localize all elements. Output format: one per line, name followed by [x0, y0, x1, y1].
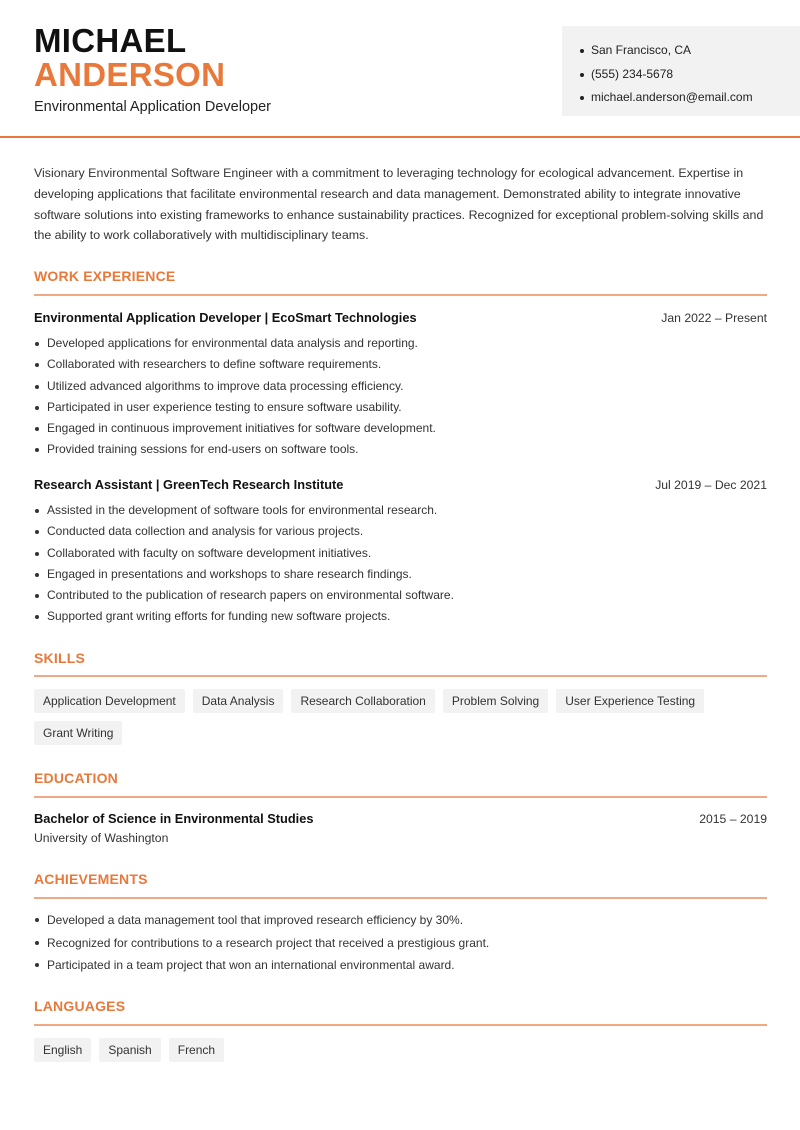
list-item: Participated in user experience testing to ensure software usability. [34, 397, 767, 418]
resume-header [0, 0, 800, 138]
section-title-experience: WORK EXPERIENCE [34, 268, 176, 284]
job-dates: Jan 2022 – Present [661, 311, 767, 325]
first-name: MICHAEL [34, 22, 187, 59]
last-name: ANDERSON [34, 56, 226, 93]
skills-tags [34, 689, 767, 745]
skill-tag: User Experience Testing [556, 689, 704, 713]
job-role: Environmental Application Developer | EcoSmart Technologies [34, 310, 417, 325]
skill-tag: Grant Writing [34, 721, 122, 745]
list-item: Contributed to the publication of research papers on environmental software. [34, 585, 767, 606]
skill-tag: Research Collaboration [291, 689, 434, 713]
section-title-achievements: ACHIEVEMENTS [34, 871, 148, 887]
section-title-languages: LANGUAGES [34, 998, 126, 1014]
contact-list [580, 39, 800, 110]
education-degree: Bachelor of Science in Environmental Studies [34, 811, 314, 826]
list-item: Collaborated with researchers to define software requirements. [34, 354, 767, 375]
section-divider [34, 796, 767, 798]
education-dates: 2015 – 2019 [699, 812, 767, 826]
job-bullets [34, 500, 767, 628]
list-item: Developed a data management tool that improved research efficiency by 30%. [34, 909, 767, 932]
contact-location: San Francisco, CA [580, 39, 800, 63]
list-item: Provided training sessions for end-users on software tools. [34, 439, 767, 460]
job-role: Research Assistant | GreenTech Research Institute [34, 477, 344, 492]
language-tag: French [169, 1038, 224, 1062]
list-item: Recognized for contributions to a research project that received a prestigious grant. [34, 932, 767, 955]
section-title-education: EDUCATION [34, 770, 118, 786]
section-title-skills: SKILLS [34, 650, 85, 666]
contact-box [562, 26, 800, 116]
language-tag: English [34, 1038, 91, 1062]
job-title: Environmental Application Developer [34, 99, 271, 115]
section-divider [34, 294, 767, 296]
skill-tag: Problem Solving [443, 689, 548, 713]
achievements-list [34, 909, 767, 977]
list-item: Utilized advanced algorithms to improve data processing efficiency. [34, 376, 767, 397]
skill-tag: Data Analysis [193, 689, 284, 713]
list-item: Conducted data collection and analysis for various projects. [34, 521, 767, 542]
list-item: Assisted in the development of software tools for environmental research. [34, 500, 767, 521]
summary-paragraph: Visionary Environmental Software Engineer with a commitment to leveraging technology for ecological advancement. Expertise in developing applications that facilitate environmental research and data management. Demonstrated ability to integrate innovative software solutions into existing frameworks to enhance sustainability practices. Recognized for exceptional problem-solving skills and the ability to work collaboratively with multidisciplinary teams. [34, 166, 764, 243]
list-item: Engaged in presentations and workshops to share research findings. [34, 564, 767, 585]
list-item: Collaborated with faculty on software development initiatives. [34, 543, 767, 564]
job-dates: Jul 2019 – Dec 2021 [655, 478, 767, 492]
section-divider [34, 897, 767, 899]
section-divider [34, 1024, 767, 1026]
skill-tag: Application Development [34, 689, 185, 713]
list-item: Developed applications for environmental data analysis and reporting. [34, 333, 767, 354]
language-tag: Spanish [99, 1038, 160, 1062]
contact-phone: (555) 234-5678 [580, 63, 800, 87]
list-item: Participated in a team project that won an international environmental award. [34, 954, 767, 977]
job-bullets [34, 333, 767, 461]
languages-tags [34, 1038, 767, 1062]
section-divider [34, 675, 767, 677]
job-header [34, 310, 767, 328]
job-header [34, 477, 767, 495]
education-school: University of Washington [34, 831, 169, 845]
list-item: Supported grant writing efforts for funding new software projects. [34, 606, 767, 627]
contact-email: michael.anderson@email.com [580, 86, 800, 110]
list-item: Engaged in continuous improvement initiatives for software development. [34, 418, 767, 439]
